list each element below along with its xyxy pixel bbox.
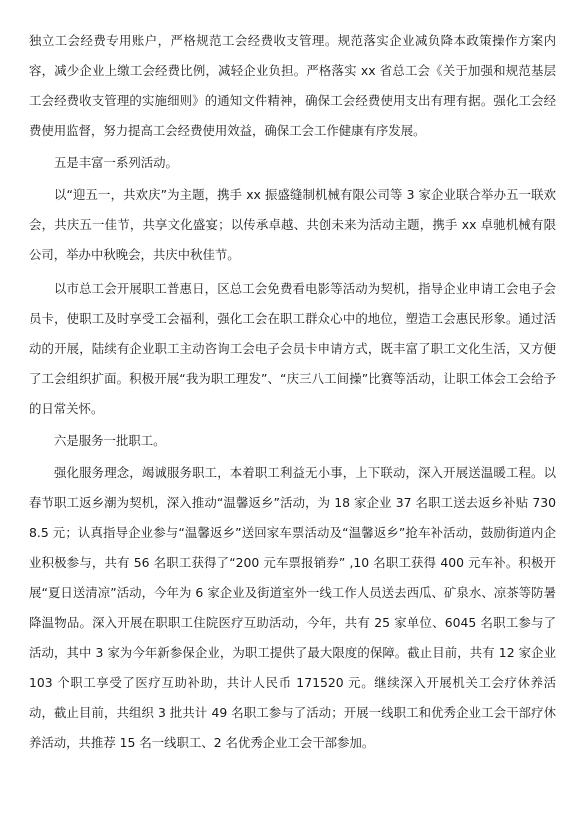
paragraph-festival-events: 以“迎五一，共欢庆”为主题，携手 xx 振盛缝制机械有限公司等 3 家企业联合举办五一联欢会，共庆五一佳节，共享文化盛宴；以传承卓越、共创未来为活动主题，携手 xx 卓驰机械有限公司，举办中秋晚会，共庆中秋佳节。 <box>29 187 556 262</box>
paragraph-union-funds: 独立工会经费专用账户，严格规范工会经费收支管理。规范落实企业减负降本政策操作方案内容，减少企业上缴工会经费比例，减轻企业负担。严格落实 xx 省总工会《关于加强和规范基层工会经费收支管理的实施细则》的通知文件精神，确保工会经费使用支出有理有据。强化工会经费使用监督，努力提高工会经费使用效益，确保工会工作健康有序发展。 <box>29 33 556 138</box>
paragraph-member-card: 以市总工会开展职工普惠日，区总工会免费看电影等活动为契机，指导企业申请工会电子会员卡，使职工及时享受工会福利，强化工会在职工群众心中的地位，塑造工会惠民形象。通过活动的开展，陆续有企业职工主动咨询工会电子会员卡申请方式，既丰富了职工文化生活，又方便了工会组织扩面。积极开展“我为职工理发”、“庆三八工间操”比赛等活动，让职工体会工会给予的日常关怀。 <box>29 281 556 416</box>
heading-activities: 五是丰富一系列活动。 <box>54 155 178 170</box>
paragraph-warmth-project: 强化服务理念，竭诚服务职工，本着职工利益无小事，上下联动，深入开展送温暖工程。以春节职工返乡潮为契机，深入推动“温馨返乡”活动，为 18 家企业 37 名职工送去返乡补贴 7308.5 元；认真指导企业参与“温馨返乡”送回家车票活动及“温馨返乡”抢车补活动，鼓励街道内企业积极参与，共有 56 名职工获得了“200 元车票报销券” ,10 名职工获得 400 元车补。积极开展“夏日送清凉”活动，今年为 6 家企业及街道室外一线工作人员送去西瓜、矿泉水、凉茶等防暑降温物品。深入开展在职职工住院医疗互助活动，今年，共有 25 家单位、6045 名职工参与了活动，其中 3 家为今年新参保企业，为职工提供了最大限度的保障。截止目前，共有 12 家企业 103 个职工享受了医疗互助补助，共计人民币 171520 元。继续深入开展机关工会疗休养活动，截止目前，共组织 3 批共计 49 名职工参与了活动；开展一线职工和优秀企业工会干部疗休养活动，共推荐 15 名一线职工、2 名优秀企业工会干部参加。 <box>29 465 556 750</box>
heading-services: 六是服务一批职工。 <box>54 433 166 448</box>
